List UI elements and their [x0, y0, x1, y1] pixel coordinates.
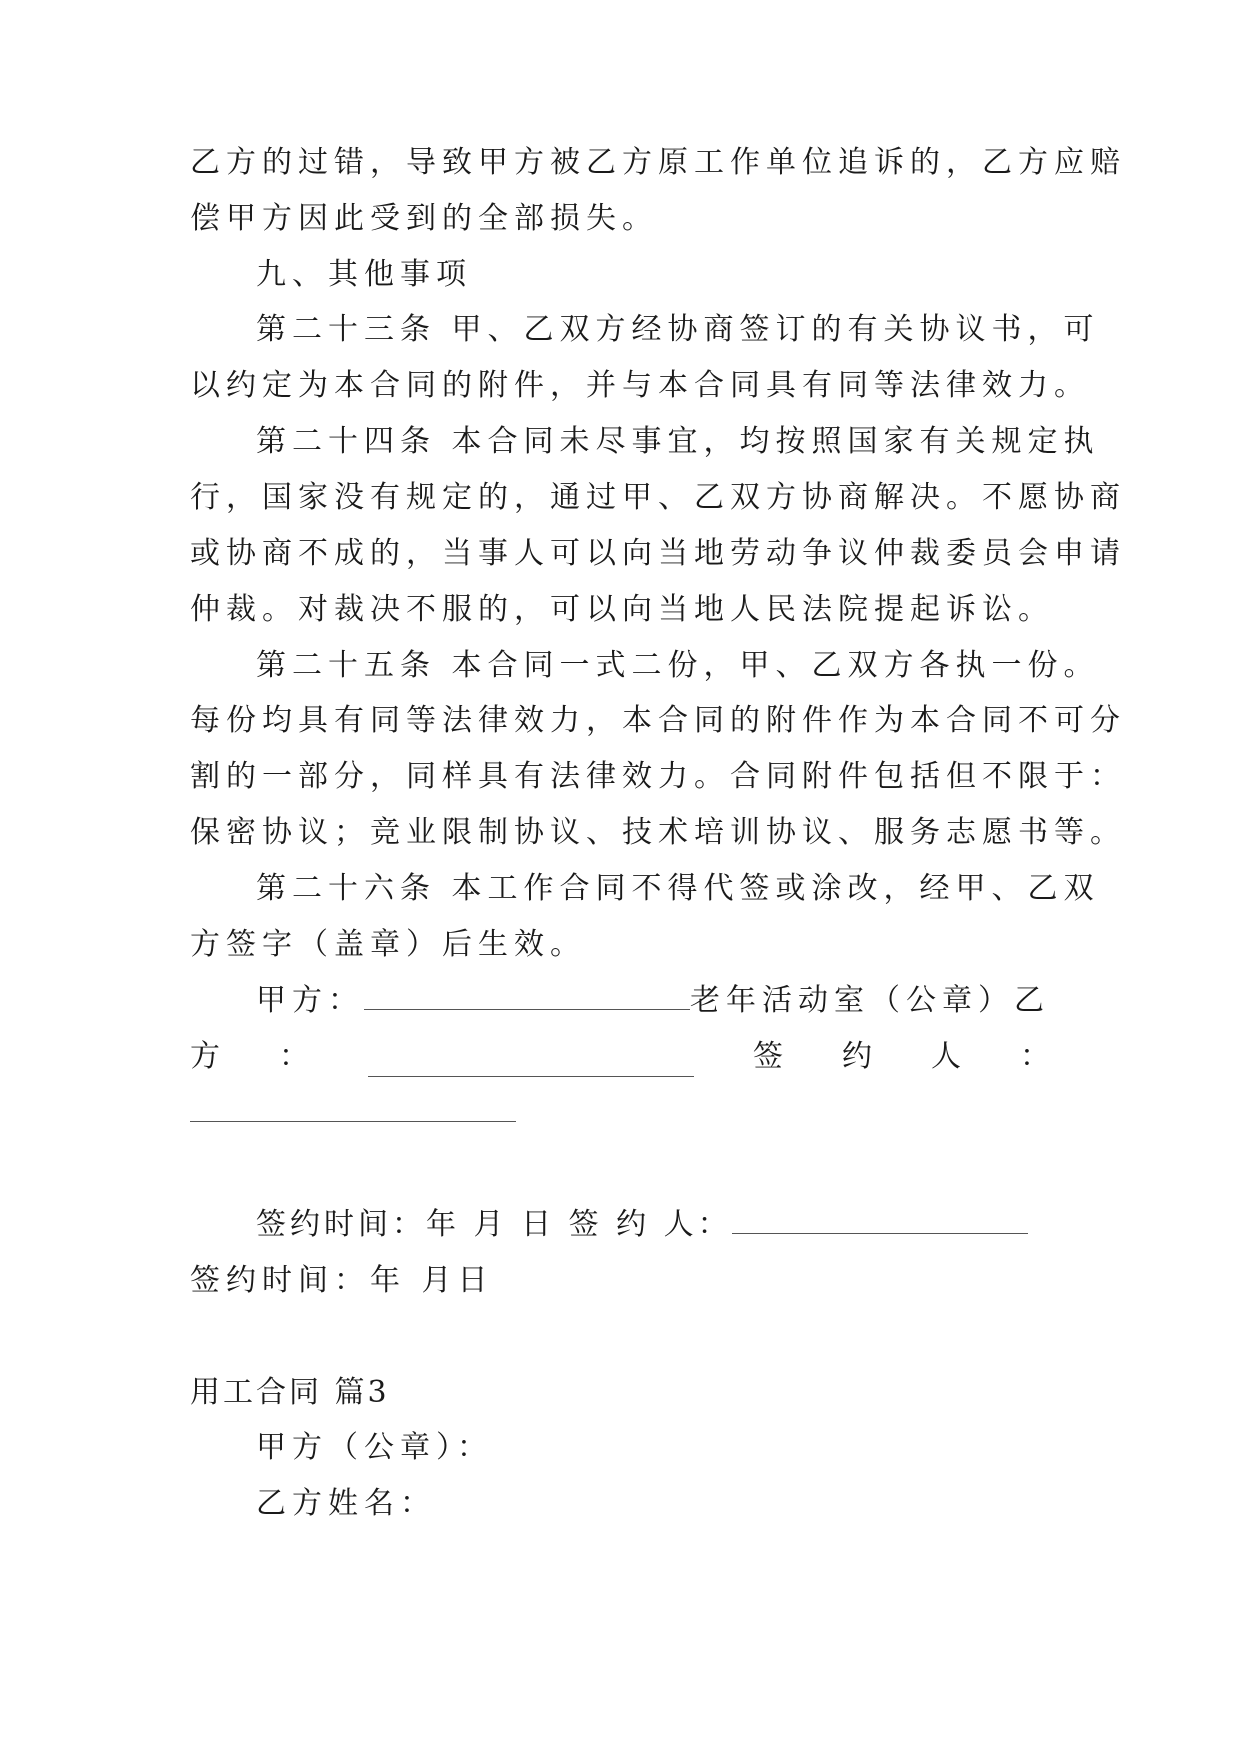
party-a-seal-text: 老年活动室（公章）乙	[690, 983, 1050, 1018]
party-b-signature-line	[368, 1048, 694, 1077]
article-23-line: 以约定为本合同的附件，并与本合同具有同等法律效力。	[190, 368, 1090, 403]
contract-3-title: 用工合同 篇3	[190, 1375, 390, 1410]
signer-char-ren: 人	[931, 1039, 961, 1074]
article-25-line: 每份均具有同等法律效力，本合同的附件作为本合同不可分	[190, 703, 1126, 738]
party-b-fang: 方	[190, 1039, 220, 1074]
signer-char-qian: 签	[753, 1039, 783, 1074]
signer-signature-line	[190, 1093, 516, 1122]
paragraph-line: 乙方的过错，导致甲方被乙方原工作单位追诉的，乙方应赔	[190, 145, 1126, 180]
contract-3-party-b: 乙方姓名：	[256, 1486, 436, 1521]
signer-signature-line	[732, 1205, 1028, 1234]
article-23-line: 第二十三条 甲、乙双方经协商签订的有关协议书，可	[256, 312, 1100, 347]
paragraph-line: 偿甲方因此受到的全部损失。	[190, 201, 658, 236]
signature-party-b-row	[190, 1037, 1050, 1077]
article-25-line: 割的一部分，同样具有法律效力。合同附件包括但不限于：	[190, 759, 1126, 794]
article-26-line: 第二十六条 本工作合同不得代签或涂改，经甲、乙双	[256, 871, 1100, 906]
article-25-line: 保密协议；竞业限制协议、技术培训协议、服务志愿书等。	[190, 815, 1126, 850]
signer-char-yue: 约	[842, 1039, 872, 1074]
signer-signature-line-row	[190, 1093, 516, 1133]
party-a-label: 甲方：	[256, 983, 364, 1018]
article-24-line: 仲裁。对裁决不服的，可以向当地人民法院提起诉讼。	[190, 592, 1054, 627]
article-24-line: 行，国家没有规定的，通过甲、乙双方协商解决。不愿协商	[190, 480, 1126, 515]
article-25-line: 第二十五条 本合同一式二份，甲、乙双方各执一份。	[256, 648, 1100, 683]
section-heading: 九、其他事项	[256, 257, 472, 292]
article-24-line: 第二十四条 本合同未尽事宜，均按照国家有关规定执	[256, 424, 1100, 459]
signing-time-row	[256, 1205, 1028, 1245]
party-a-signature-line	[364, 981, 690, 1010]
signing-time-row: 签约时间：年 月日	[190, 1263, 494, 1298]
signer-colon: ：	[1020, 1039, 1050, 1074]
party-b-colon: ：	[279, 1039, 309, 1074]
article-26-line: 方签字（盖章）后生效。	[190, 927, 586, 962]
signature-party-a-row	[256, 981, 1050, 1021]
signing-time-text: 签约时间：年 月 日 签 约 人：	[256, 1207, 732, 1242]
article-24-line: 或协商不成的，当事人可以向当地劳动争议仲裁委员会申请	[190, 536, 1126, 571]
contract-3-party-a: 甲方（公章）：	[256, 1430, 493, 1465]
